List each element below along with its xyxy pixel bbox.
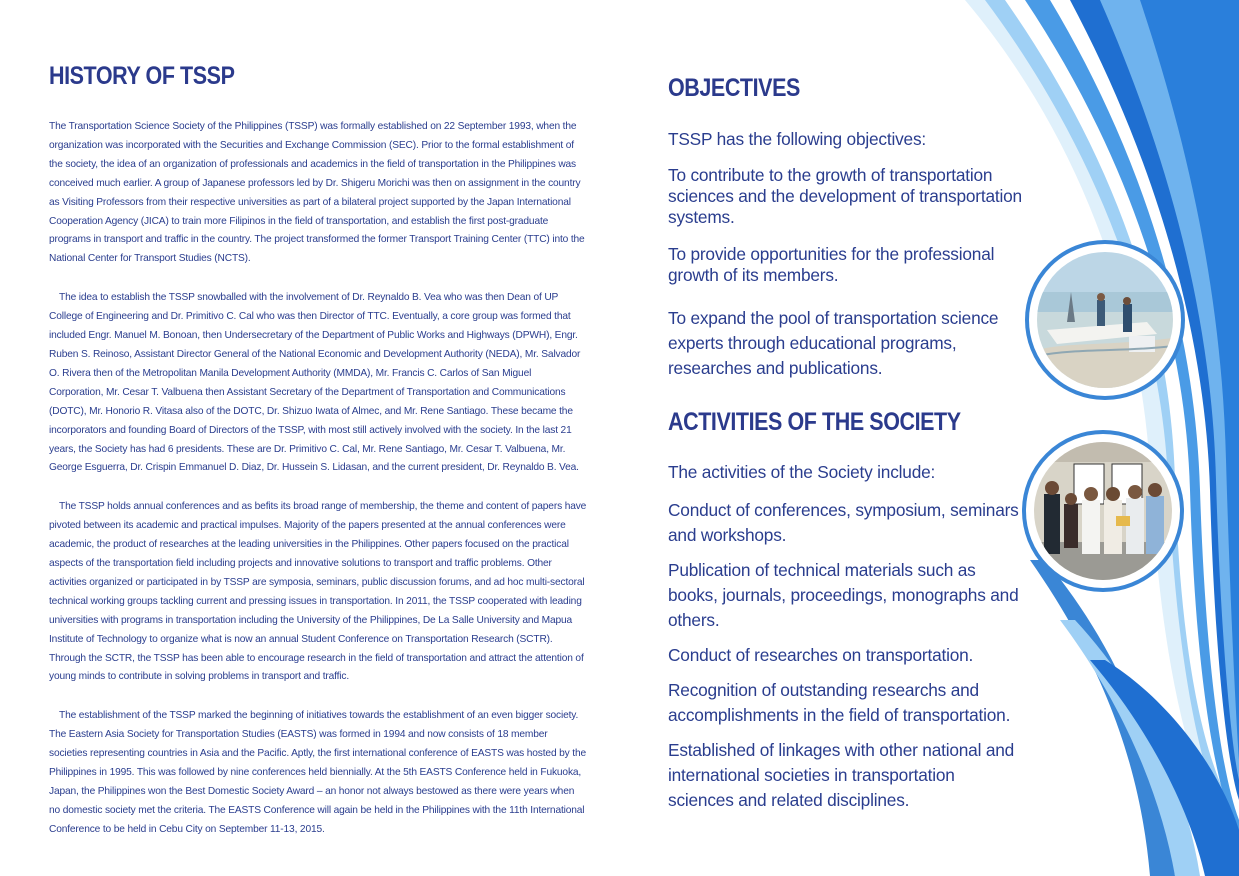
activity-item-5: Established of linkages with other national and international societies in transportation sciences and related disciplines. bbox=[668, 740, 1015, 810]
history-paragraph-4: The establishment of the TSSP marked the beginning of initiatives towards the establishment of an even bigger society. The Eastern Asia Society for Transportation Studies (EASTS) was formed in 1994 and now consists of 18 member societies representing countries in Asia and the Pacific. Aptly, the first international conference of EASTS was hosted by the Philippines in 1995. This was followed by nine conferences held biennially. At the 5th EASTS Conference held in Fukuoka, Japan, the Philippines won the Best Domestic Society Award – an honor not always bestowed as there were years when no domestic society met the criteria. The EASTS Conference will again be held in the Philippines with the 11th International Conference to be held in Cebu City on September 11-13, 2015. bbox=[49, 710, 586, 835]
group-photo-frame bbox=[1022, 430, 1184, 592]
activity-item-4: Recognition of outstanding researchs and accomplishments in the field of transportation. bbox=[668, 680, 1011, 725]
group-photo-icon bbox=[1034, 442, 1172, 580]
objectives-intro: TSSP has the following objectives: bbox=[668, 129, 927, 149]
boat-photo-frame bbox=[1025, 240, 1185, 400]
boat-photo-icon bbox=[1037, 252, 1173, 388]
objective-item-2: To provide opportunities for the professional growth of its members. bbox=[668, 244, 995, 285]
history-section bbox=[49, 62, 587, 860]
activities-section bbox=[668, 408, 1023, 813]
activities-title: ACTIVITIES OF THE SOCIETY bbox=[668, 408, 961, 436]
activity-item-3: Conduct of researches on transportation. bbox=[668, 645, 974, 665]
objective-item-1: To contribute to the growth of transportation sciences and the development of transportation systems. bbox=[668, 165, 1022, 227]
history-paragraph-1: The Transportation Science Society of the Philippines (TSSP) was formally established on 22 September 1993, when the organization was incorporated with the Securities and Exchange Commission (SEC). Prior to the formal establishment of the society, the idea of an organization of professionals and academics in the field of transportation in the Philippines was conceived much earlier. A group of Japanese professors led by Dr. Shigeru Morichi was then on assignment in the country as Visiting Professors from their respective universities as part of a bilateral project supported by the Japan International Cooperation Agency (JICA) to train more Filipinos in the field of transportation, and establish the first post-graduate programs in transport and traffic in the country. The project transformed the former Transport Training Center (TTC) into the National Center for Transport Studies (NCTS). bbox=[49, 121, 585, 265]
activities-intro: The activities of the Society include: bbox=[668, 462, 936, 482]
objectives-section bbox=[668, 74, 1023, 381]
history-paragraph-2: The idea to establish the TSSP snowballed with the involvement of Dr. Reynaldo B. Vea who was then Dean of UP College of Engineering and Dr. Primitivo C. Cal who was then Director of TTC. Eventually, a core group was formed that included Engr. Manuel M. Bonoan, then Undersecretary of the Department of Public Works and Highways (DPWH), Engr. Ruben S. Reinoso, Assistant Director General of the National Economic and Development Authority (NEDA), Mr. Salvador O. Rivera then of the Metropolitan Manila Development Authority (MMDA), Mr. Francis C. Carlos of San Miguel Corporation, Mr. Cesar T. Valbuena then Assistant Secretary of the Department of Transportation and Communications (DOTC), Mr. Honorio R. Vitasa also of the DOTC, Dr. Shizuo Iwata of Almec, and Mr. Rene Santiago. These became the incorporators and founding Board of Directors of the TSSP, with most still actively involved with the society. In the last 21 years, the Society has had 6 presidents. These are Dr. Primitivo C. Cal, Mr. Rene Santiago, Mr. Cesar T. Valbuena, Mr. George Esguerra, Dr. Crispin Emmanuel D. Diaz, Dr. Hussein S. Lidasan, and the current president, Dr. Reynaldo B. Vea. bbox=[49, 292, 581, 474]
activity-item-1: Conduct of conferences, symposium, seminars and workshops. bbox=[668, 500, 1019, 545]
objective-item-3: To expand the pool of transportation science experts through educational programs, researches and publications. bbox=[668, 308, 999, 378]
history-title: HISTORY OF TSSP bbox=[49, 62, 235, 90]
right-column bbox=[668, 74, 1023, 813]
activity-item-2: Publication of technical materials such as books, journals, proceedings, monographs and others. bbox=[668, 560, 1019, 630]
history-paragraph-3: The TSSP holds annual conferences and as befits its broad range of membership, the theme and content of papers have pivoted between its academic and practical impulses. Majority of the papers presented at the annual conferences were academic, the product of researches at the leading universities in the Philippines. Other papers focused on the practical aspects of the transportation field including projects and innovative solutions to transport and traffic problems. Other activities organized or participated in by TSSP are symposia, seminars, public discussion forums, and ad hoc multi-sectoral technical working groups tackling current and pressing issues in transportation. In 2011, the TSSP cooperated with leading universities with programs in transportation including the University of the Philippines, De La Salle University and Mapua Institute of Technology to organize what is now an annual Student Conference on Transportation Research (SCTR). Through the SCTR, the TSSP has been able to encourage research in the field of transportation and attract the attention of young minds to contribute in solving problems in transport and traffic. bbox=[49, 501, 587, 683]
objectives-title: OBJECTIVES bbox=[668, 74, 800, 102]
